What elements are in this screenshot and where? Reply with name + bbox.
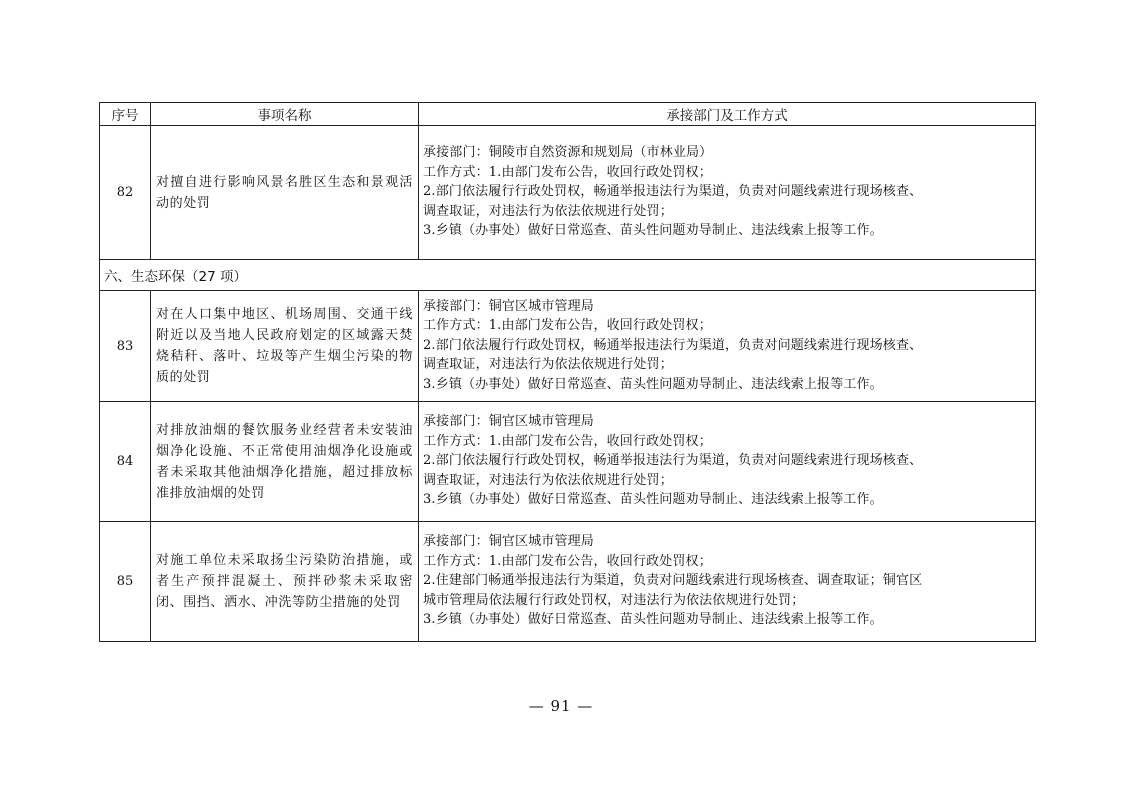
- dept-line: 工作方式：1.由部门发布公告，收回行政处罚权；: [423, 164, 712, 180]
- dept-line: 承接部门：铜官区城市管理局: [423, 414, 594, 430]
- dept-line: 承接部门：铜官区城市管理局: [423, 534, 594, 550]
- dept-line: 2.部门依法履行行政处罚权，畅通举报违法行为渠道，负责对问题线索进行现场核查、: [423, 337, 923, 353]
- dept-line: 3.乡镇（办事处）做好日常巡查、苗头性问题劝导制止、违法线索上报等工作。: [423, 492, 883, 508]
- section-row: [100, 260, 1036, 291]
- row-department-method: [419, 522, 1036, 642]
- row-item-name: 对施工单位未采取扬尘污染防治措施，或者生产预拌混凝土、预拌砂浆未采取密闭、围挡、洒水、冲洗等防尘措施的处罚: [151, 522, 419, 642]
- header-number: 序号: [100, 103, 151, 126]
- row-department-method: [419, 291, 1036, 402]
- row-number: 85: [100, 522, 151, 642]
- row-number: 82: [100, 126, 151, 260]
- row-number: 83: [100, 291, 151, 402]
- dept-line: 3.乡镇（办事处）做好日常巡查、苗头性问题劝导制止、违法线索上报等工作。: [423, 376, 883, 392]
- dept-line: 3.乡镇（办事处）做好日常巡查、苗头性问题劝导制止、违法线索上报等工作。: [423, 612, 883, 628]
- dept-line: 调查取证，对违法行为依法依规进行处罚；: [423, 357, 673, 373]
- row-item-name: 对在人口集中地区、机场周围、交通干线附近以及当地人民政府划定的区域露天焚烧秸秆、落叶、垃圾等产生烟尘污染的物质的处罚: [151, 291, 419, 402]
- table-row: [100, 291, 1036, 402]
- row-item-name: 对擅自进行影响风景名胜区生态和景观活动的处罚: [151, 126, 419, 260]
- header-department-method: 承接部门及工作方式: [419, 103, 1036, 126]
- page-number: — 91 —: [528, 697, 594, 715]
- dept-line: 承接部门：铜官区城市管理局: [423, 298, 594, 314]
- table-row: [100, 126, 1036, 260]
- dept-line: 承接部门：铜陵市自然资源和规划局（市林业局）: [423, 145, 713, 161]
- table-row: [100, 402, 1036, 522]
- dept-line: 工作方式：1.由部门发布公告，收回行政处罚权；: [423, 318, 712, 334]
- row-item-name: 对排放油烟的餐饮服务业经营者未安装油烟净化设施、不正常使用油烟净化设施或者未采取其他油烟净化措施，超过排放标准排放油烟的处罚: [151, 402, 419, 522]
- dept-line: 调查取证，对违法行为依法依规进行处罚；: [423, 203, 673, 219]
- dept-line: 工作方式：1.由部门发布公告，收回行政处罚权；: [423, 433, 712, 449]
- dept-line: 城市管理局依法履行行政处罚权，对违法行为依法依规进行处罚；: [423, 592, 805, 608]
- dept-line: 2.部门依法履行行政处罚权，畅通举报违法行为渠道，负责对问题线索进行现场核查、: [423, 184, 923, 200]
- dept-line: 2.住建部门畅通举报违法行为渠道，负责对问题线索进行现场核查、调查取证；铜官区: [423, 573, 923, 589]
- matters-table: [99, 102, 1036, 642]
- table-row: [100, 522, 1036, 642]
- dept-line: 调查取证，对违法行为依法依规进行处罚；: [423, 472, 673, 488]
- row-number: 84: [100, 402, 151, 522]
- header-item-name: 事项名称: [151, 103, 419, 126]
- row-department-method: [419, 126, 1036, 260]
- row-department-method: [419, 402, 1036, 522]
- section-title: 六、生态环保（27 项）: [100, 260, 1036, 291]
- dept-line: 2.部门依法履行行政处罚权，畅通举报违法行为渠道，负责对问题线索进行现场核查、: [423, 453, 923, 469]
- table-header-row: [100, 103, 1036, 126]
- dept-line: 工作方式：1.由部门发布公告，收回行政处罚权；: [423, 553, 712, 569]
- dept-line: 3.乡镇（办事处）做好日常巡查、苗头性问题劝导制止、违法线索上报等工作。: [423, 223, 883, 239]
